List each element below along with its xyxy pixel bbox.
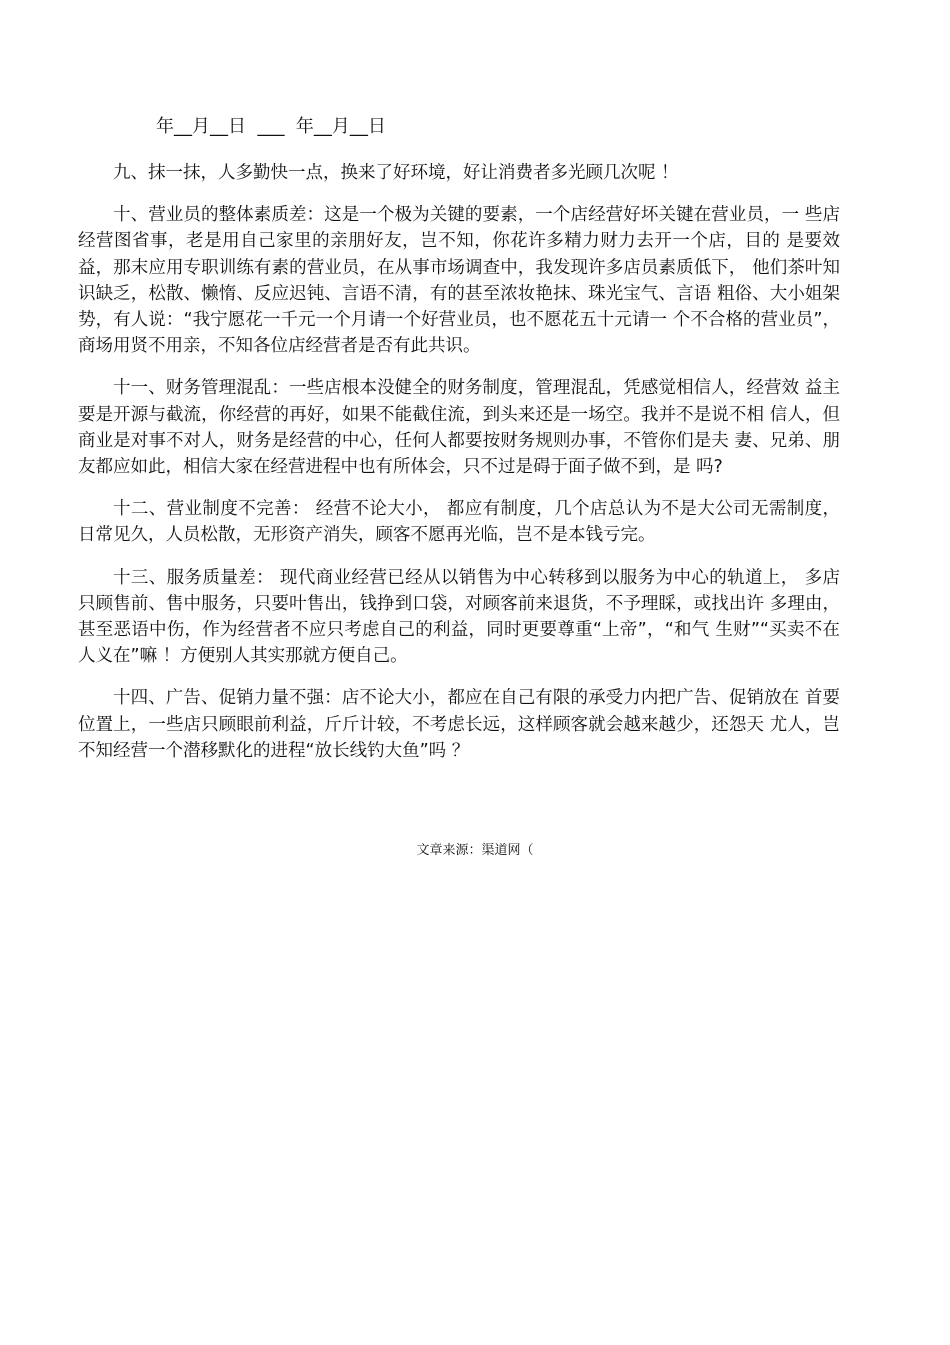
paragraph-10: 十、营业员的整体素质差：这是一个极为关键的要素，一个店经营好坏关键在营业员，一 些店经营图省事，老是用自己家里的亲朋好友，岂不知，你花许多精力财力去开一个店，目的 是要效益，那末应用专职训练有素的营业员，在从事市场调查中，我发现许多店员素质低下， 他们茶叶知识缺乏，松散、懒惰、反应迟钝、言语不清，有的甚至浓妆艳抹、珠光宝气、言语 粗俗、大小姐架势，有人说：“我宁愿花一千元一个月请一个好营业员，也不愿花五十元请一 个不合格的营业员”，商场用贤不用亲，不知各位店经营者是否有此共识。 bbox=[78, 205, 840, 357]
paragraph-13: 十三、服务质量差： 现代商业经营已经从以销售为中心转移到以服务为中心的轨道上， 多店只顾售前、售中服务，只要叶售出，钱挣到口袋，对顾客前来退货，不予理睬，或找出许 多理由，甚至恶语中伤，作为经营者不应只考虑自己的利益，同时更要尊重“上帝”，“和气 生财”“买卖不在人义在”嘛 ！方便别人其实那就方便自己。 bbox=[78, 567, 840, 667]
date-line: 年__月__日 ___ 年__月__日 bbox=[156, 116, 386, 137]
document-body bbox=[78, 112, 840, 780]
paragraph-11: 十一、财务管理混乱：一些店根本没健全的财务制度，管理混乱，凭感觉相信人，经营效 益主要是开源与截流，你经营的再好，如果不能截住流，到头来还是一场空。我并不是说不相 信人，但商业是对事不对人，财务是经营的中心，任何人都要按财务规则办事，不管你们是夫 妻、兄弟、朋友都应如此，相信大家在经营进程中也有所体会，只不过是碍于面子做不到，是 吗? bbox=[78, 378, 840, 478]
paragraph-9: 九、抹一抹，人多勤快一点，换来了好环境，好让消费者多光顾几次呢 ！ bbox=[113, 163, 679, 183]
paragraph-12: 十二、营业制度不完善： 经营不论大小， 都应有制度，几个店总认为不是大公司无需制度， 日常见久，人员松散，无形资产消失，顾客不愿再光临，岂不是本钱亏完。 bbox=[78, 499, 840, 546]
paragraph-14: 十四、广告、促销力量不强：店不论大小，都应在自己有限的承受力内把广告、促销放在 首要位置上，一些店只顾眼前利益，斤斤计较，不考虑长远，这样顾客就会越来越少，还怨天 尤人，岂不知经营一个潜移默化的进程“放长线钓大鱼”吗 ？ bbox=[78, 688, 840, 761]
article-source: 文章来源：渠道网（ bbox=[416, 843, 534, 858]
